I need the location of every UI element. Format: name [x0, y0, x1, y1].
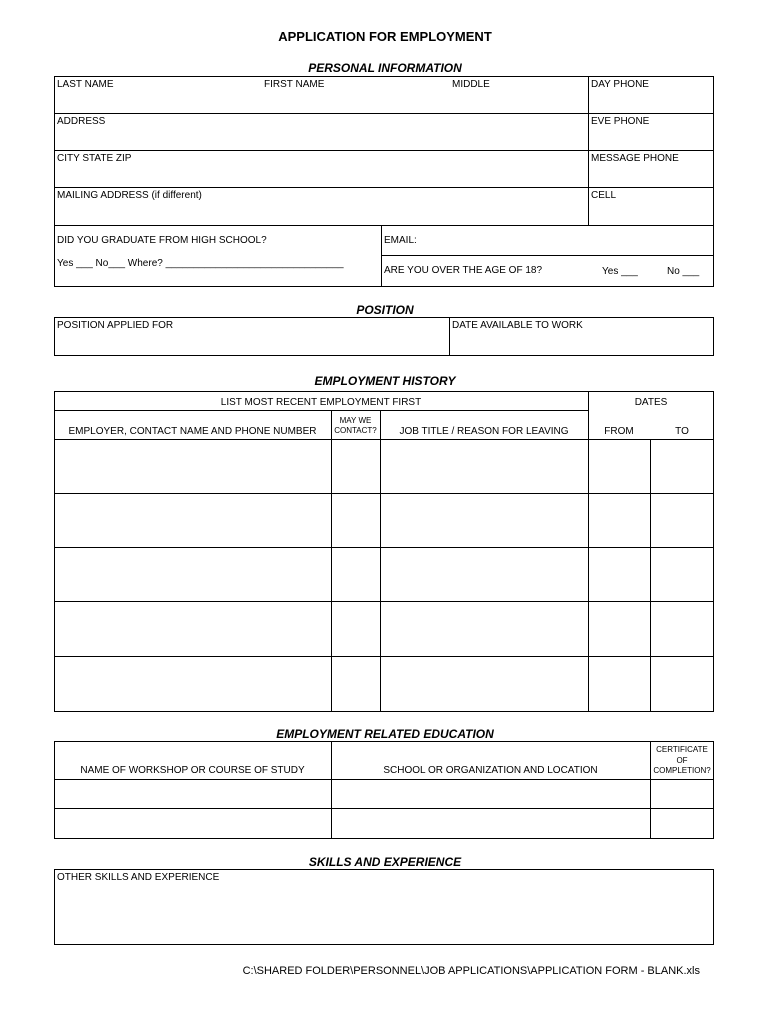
emp-header-bottom: [54, 439, 714, 440]
certificate-line2: OF: [676, 756, 688, 765]
age-no-option: No ___: [667, 266, 700, 277]
file-path-footer: C:\SHARED FOLDER\PERSONNEL\JOB APPLICATIONS\APPLICATION FORM - BLANK.xls: [242, 965, 700, 977]
row-divider-4: [54, 225, 714, 226]
emp-row-divider-4: [54, 656, 714, 657]
dates-label: DATES: [634, 397, 668, 408]
edu-header-bottom: [54, 779, 714, 780]
skills-heading: SKILLS AND EXPERIENCE: [308, 855, 462, 869]
edu-course-divider: [331, 741, 332, 839]
message-phone-label: MESSAGE PHONE: [591, 153, 679, 164]
emp-employer-divider: [331, 410, 332, 712]
course-column-header: NAME OF WORKSHOP OR COURSE OF STUDY: [80, 765, 305, 776]
job-title-column-header: JOB TITLE / REASON FOR LEAVING: [399, 426, 569, 437]
certificate-line3: COMPLETION?: [653, 766, 711, 775]
education-heading: EMPLOYMENT RELATED EDUCATION: [276, 727, 494, 741]
certificate-line1: CERTIFICATE: [656, 745, 708, 754]
emp-contact-divider: [380, 410, 381, 712]
emp-from-to-divider: [650, 439, 651, 712]
employer-column-header: EMPLOYER, CONTACT NAME AND PHONE NUMBER: [68, 426, 317, 437]
from-column-header: FROM: [604, 426, 634, 437]
age-yes-option: Yes ___: [602, 266, 638, 277]
row-divider-2: [54, 150, 714, 151]
row-divider-3: [54, 187, 714, 188]
emp-dates-divider: [588, 391, 589, 712]
employment-history-heading: EMPLOYMENT HISTORY: [314, 374, 456, 388]
day-phone-label: DAY PHONE: [591, 79, 649, 90]
row-divider-1: [54, 113, 714, 114]
first-name-label: FIRST NAME: [264, 79, 325, 90]
education-table: [54, 741, 714, 839]
last-name-label: LAST NAME: [57, 79, 114, 90]
city-state-zip-label: CITY STATE ZIP: [57, 153, 132, 164]
date-available-label: DATE AVAILABLE TO WORK: [452, 320, 583, 331]
email-age-divider: [381, 255, 714, 256]
phone-column-divider: [588, 76, 589, 226]
emp-header-subdivider: [54, 410, 588, 411]
school-column-header: SCHOOL OR ORGANIZATION AND LOCATION: [383, 765, 598, 776]
age-question: ARE YOU OVER THE AGE OF 18?: [384, 265, 543, 276]
edu-row-divider: [54, 808, 714, 809]
other-skills-label: OTHER SKILLS AND EXPERIENCE: [57, 872, 220, 883]
position-divider: [449, 317, 450, 356]
high-school-answer-line: Yes ___ No___ Where? ________________________________: [57, 258, 344, 269]
email-label: EMAIL:: [384, 235, 417, 246]
to-column-header: TO: [675, 426, 689, 437]
hs-email-divider: [381, 225, 382, 287]
address-label: ADDRESS: [57, 116, 106, 127]
personal-info-heading: PERSONAL INFORMATION: [308, 61, 462, 75]
position-heading: POSITION: [356, 303, 414, 317]
emp-row-divider-2: [54, 547, 714, 548]
mailing-address-label: MAILING ADDRESS (if different): [57, 190, 202, 201]
list-recent-label: LIST MOST RECENT EMPLOYMENT FIRST: [220, 397, 422, 408]
position-applied-label: POSITION APPLIED FOR: [57, 320, 174, 331]
may-we-contact-line1: MAY WE: [339, 416, 372, 425]
middle-label: MIDDLE: [452, 79, 490, 90]
may-we-contact-line2: CONTACT?: [334, 426, 377, 435]
page-title: APPLICATION FOR EMPLOYMENT: [278, 29, 492, 44]
eve-phone-label: EVE PHONE: [591, 116, 650, 127]
high-school-question: DID YOU GRADUATE FROM HIGH SCHOOL?: [57, 235, 267, 246]
cell-label: CELL: [591, 190, 617, 201]
emp-row-divider-1: [54, 493, 714, 494]
emp-row-divider-3: [54, 601, 714, 602]
